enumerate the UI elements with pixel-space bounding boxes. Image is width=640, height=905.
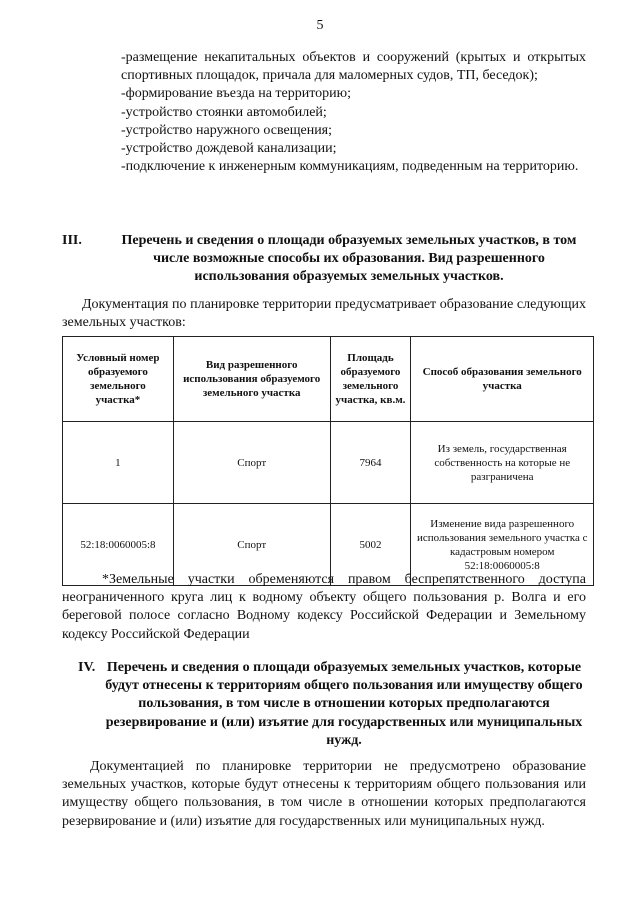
table-cell: Из земель, государственная собственность на которые не разграничена xyxy=(411,422,594,504)
table-row xyxy=(63,422,594,504)
table-header-cell: Площадь образуемого земельного участка, кв.м. xyxy=(330,337,411,422)
table-cell: Спорт xyxy=(173,422,330,504)
table-cell: 7964 xyxy=(330,422,411,504)
bullet-item: -формирование въезда на территорию; xyxy=(121,86,352,102)
table-cell: 52:18:0060005:8 xyxy=(63,504,174,586)
table-header-cell: Вид разрешенного использования образуемого земельного участка xyxy=(173,337,330,422)
section-4-body: Документацией по планировке территории не предусмотрено образование земельных участков, которые будут отнесены к территориям общего пользования или имуществу общего пользования, в том числе в отношении которых предполагаются резервирование и (или) изъятие для государственных или муниципальных нужд. xyxy=(62,759,586,829)
table-header-cell: Условный номер образуемого земельного участка* xyxy=(63,337,174,422)
table-cell: Изменение вида разрешенного использования земельного участка с кадастровым номером 52:18:0060005:8 xyxy=(411,504,594,586)
section-3-heading xyxy=(62,232,586,287)
land-plots-table xyxy=(62,336,594,586)
bullet-item: -устройство наружного освещения; xyxy=(121,122,333,138)
table-header-row xyxy=(63,337,594,422)
table-footnote: *Земельные участки обременяются правом беспрепятственного доступа неограниченного круга лиц к водному объекту общего пользования р. Волга и его береговой полосе согласно Водному кодексу Российской Федерации и Земельному кодексу Российской Федерации xyxy=(62,572,586,642)
bullet-item: -подключение к инженерным коммуникациям, подведенным на территорию. xyxy=(121,159,579,175)
bullet-list xyxy=(121,49,586,176)
section-4-title: Перечень и сведения о площади образуемых земельных участков, которые будут отнесены к территориям общего пользования или имуществу общего пользования, в том числе в отношении которых предполагаются резервирование и (или) изъятие для государственных или муниципальных нужд. xyxy=(105,660,583,748)
section-4-heading xyxy=(62,659,586,750)
section-3-title: Перечень и сведения о площади образуемых земельных участков, в том числе возможные способы их образования. Вид разрешенного использования образуемых земельных участков. xyxy=(121,233,577,285)
table-header-cell: Способ образования земельного участка xyxy=(411,337,594,422)
table-cell: Спорт xyxy=(173,504,330,586)
section-3-intro: Документация по планировке территории предусматривает образование следующих земельных участков: xyxy=(62,297,586,331)
section-4-number: IV. xyxy=(78,660,96,675)
page-number: 5 xyxy=(316,18,324,33)
section-3-number: III. xyxy=(62,233,82,248)
table-cell: 5002 xyxy=(330,504,411,586)
table-cell: 1 xyxy=(63,422,174,504)
bullet-item: -размещение некапитальных объектов и сооружений (крытых и открытых спортивных площадок, причала для маломерных судов, ТП, беседок); xyxy=(121,50,586,84)
bullet-item: -устройство стоянки автомобилей; xyxy=(121,104,327,120)
bullet-item: -устройство дождевой канализации; xyxy=(121,141,337,157)
